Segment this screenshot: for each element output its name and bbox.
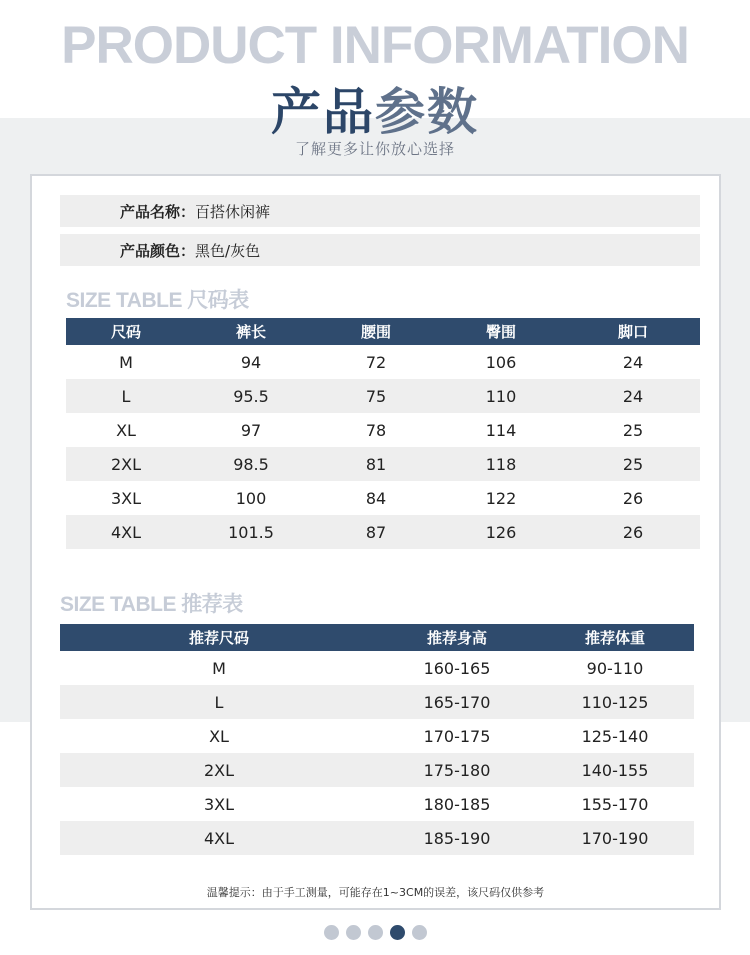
page-title-english: PRODUCT INFORMATION bbox=[61, 16, 689, 75]
pagination-dot[interactable] bbox=[390, 925, 405, 940]
table-cell: 75 bbox=[365, 386, 387, 406]
table-cell: 101.5 bbox=[228, 522, 274, 542]
pagination-dot[interactable] bbox=[346, 925, 361, 940]
page-title-chinese bbox=[0, 80, 750, 144]
table-cell: 110 bbox=[485, 386, 517, 406]
product-name-row bbox=[60, 195, 700, 227]
table-cell: M bbox=[212, 658, 226, 678]
recommend-table-title: SIZE TABLE 推荐表 bbox=[60, 593, 243, 616]
product-name-label: 产品名称： bbox=[120, 202, 196, 221]
table-cell: 118 bbox=[485, 454, 517, 474]
table-row bbox=[60, 651, 694, 685]
product-color-row bbox=[60, 234, 700, 266]
pagination-dot[interactable] bbox=[412, 925, 427, 940]
table-row bbox=[60, 685, 694, 719]
table-cell: 106 bbox=[485, 352, 517, 372]
header-cell: 脚口 bbox=[617, 323, 648, 341]
table-cell: 3XL bbox=[110, 488, 142, 508]
table-cell: 165-170 bbox=[423, 692, 491, 712]
table-cell: 170-175 bbox=[423, 726, 491, 746]
table-row bbox=[60, 719, 694, 753]
table-cell: 110-125 bbox=[581, 692, 649, 712]
table-cell: 98.5 bbox=[233, 454, 269, 474]
table-cell: 160-165 bbox=[423, 658, 491, 678]
table-cell: 125-140 bbox=[581, 726, 649, 746]
product-color-label: 产品颜色： bbox=[120, 241, 196, 260]
header-cell: 推荐体重 bbox=[584, 629, 645, 647]
recommend-table-header bbox=[60, 624, 694, 651]
size-table-title: SIZE TABLE 尺码表 bbox=[66, 289, 249, 312]
recommend-table bbox=[60, 624, 694, 855]
table-row bbox=[66, 481, 700, 515]
table-cell: 84 bbox=[365, 488, 387, 508]
product-name-value: 百搭休闲裤 bbox=[195, 202, 271, 221]
table-cell: 4XL bbox=[203, 828, 235, 848]
title-part-product: 产品 bbox=[271, 83, 375, 141]
header-cell: 臀围 bbox=[485, 323, 516, 341]
info-card bbox=[30, 174, 721, 910]
table-cell: XL bbox=[209, 726, 229, 746]
table-cell: 26 bbox=[622, 522, 644, 542]
table-cell: 25 bbox=[622, 420, 644, 440]
title-part-params: 参数 bbox=[375, 83, 479, 141]
product-color-value: 黑色/灰色 bbox=[195, 241, 261, 260]
table-cell: 72 bbox=[365, 352, 387, 372]
table-cell: 140-155 bbox=[581, 760, 649, 780]
table-cell: 180-185 bbox=[423, 794, 491, 814]
table-cell: 126 bbox=[485, 522, 517, 542]
table-row bbox=[60, 787, 694, 821]
table-cell: 155-170 bbox=[581, 794, 649, 814]
table-cell: M bbox=[119, 352, 133, 372]
measurement-note: 温馨提示：由于手工测量，可能存在1~3CM的误差，该尺码仅供参考 bbox=[206, 886, 545, 899]
table-cell: 2XL bbox=[203, 760, 235, 780]
table-cell: 24 bbox=[622, 386, 644, 406]
table-cell: 26 bbox=[622, 488, 644, 508]
table-cell: XL bbox=[116, 420, 136, 440]
pagination-dots bbox=[0, 925, 750, 940]
table-cell: 97 bbox=[240, 420, 262, 440]
header-cell: 裤长 bbox=[235, 323, 266, 341]
table-row bbox=[60, 753, 694, 787]
table-cell: 25 bbox=[622, 454, 644, 474]
header-cell: 腰围 bbox=[360, 323, 391, 341]
table-cell: 95.5 bbox=[233, 386, 269, 406]
table-row bbox=[66, 515, 700, 549]
table-row bbox=[66, 379, 700, 413]
table-cell: 24 bbox=[622, 352, 644, 372]
page-subtitle: 了解更多让你放心选择 bbox=[294, 140, 455, 158]
header-cell: 尺码 bbox=[110, 323, 141, 341]
recommend-table-body bbox=[60, 651, 694, 855]
table-cell: 100 bbox=[235, 488, 267, 508]
table-row bbox=[66, 345, 700, 379]
table-cell: L bbox=[214, 692, 224, 712]
table-cell: 81 bbox=[365, 454, 387, 474]
header-cell: 推荐尺码 bbox=[188, 629, 249, 647]
table-cell: 87 bbox=[365, 522, 387, 542]
header-cell: 推荐身高 bbox=[426, 629, 487, 647]
table-cell: 2XL bbox=[110, 454, 142, 474]
table-cell: 114 bbox=[485, 420, 517, 440]
table-cell: 3XL bbox=[203, 794, 235, 814]
size-table bbox=[66, 318, 700, 549]
table-row bbox=[66, 413, 700, 447]
table-row bbox=[66, 447, 700, 481]
table-cell: 4XL bbox=[110, 522, 142, 542]
table-cell: 185-190 bbox=[423, 828, 491, 848]
table-cell: 90-110 bbox=[586, 658, 644, 678]
table-cell: 170-190 bbox=[581, 828, 649, 848]
size-table-body bbox=[66, 345, 700, 549]
table-cell: L bbox=[121, 386, 131, 406]
table-cell: 94 bbox=[240, 352, 262, 372]
table-row bbox=[60, 821, 694, 855]
size-table-header bbox=[66, 318, 700, 345]
table-cell: 122 bbox=[485, 488, 517, 508]
table-cell: 78 bbox=[365, 420, 387, 440]
table-cell: 175-180 bbox=[423, 760, 491, 780]
pagination-dot[interactable] bbox=[324, 925, 339, 940]
pagination-dot[interactable] bbox=[368, 925, 383, 940]
